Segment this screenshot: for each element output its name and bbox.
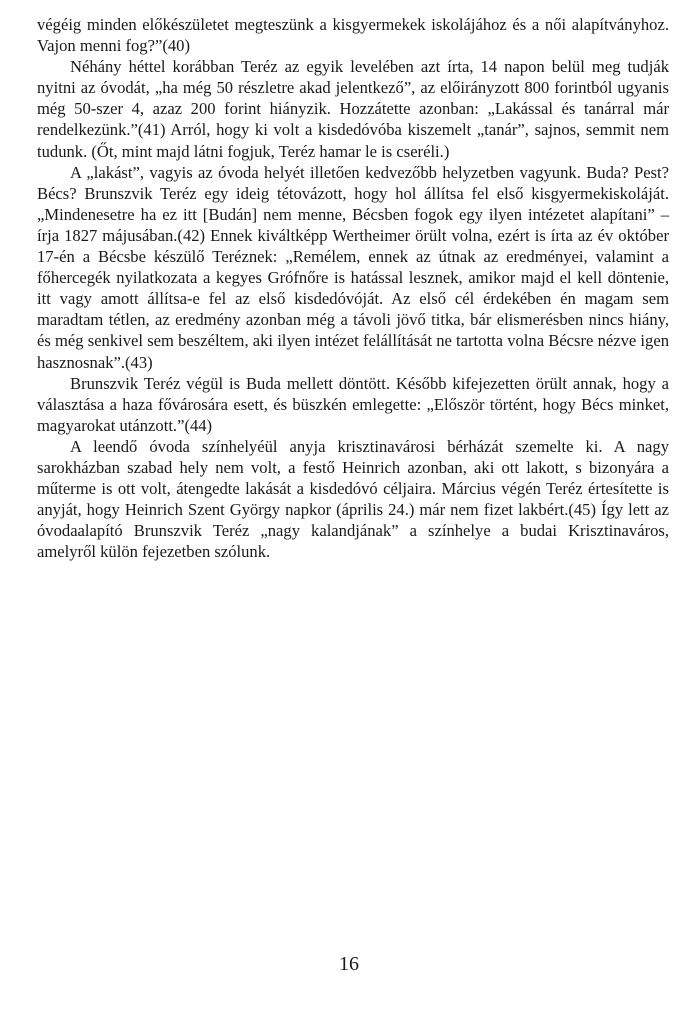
page-body bbox=[37, 14, 669, 562]
paragraph: A leendő óvoda színhelyéül anyja krisztinavárosi bérházát szemelte ki. A nagy sarokházban szabad hely nem volt, a festő Heinrich azonban, aki ott lakott, s bizonyára a műterme is ott volt, átengedte lakását a kisdedóvó céljaira. Március végén Teréz értesítette is anyját, hogy Heinrich Szent György napkor (április 24.) már nem fizet lakbért.(45) Így lett az óvodaalapító Brunszvik Teréz „nagy kalandjának” a színhelye a budai Krisztinaváros, amelyről külön fejezetben szólunk. bbox=[37, 436, 669, 562]
paragraph: Néhány héttel korábban Teréz az egyik levelében azt írta, 14 napon belül meg tudják nyitni az óvodát, „ha még 50 részletre akad jelentkező”, az előirányzott 800 forintból ugyanis még 50-szer 4, azaz 200 forint hiányzik. Hozzátette azonban: „Lakással és tanárral már rendelkezünk.”(41) Arról, hogy ki volt a kisdedóvóba kiszemelt „tanár”, sajnos, semmit nem tudunk. (Őt, mint majd látni fogjuk, Teréz hamar le is cseréli.) bbox=[37, 57, 669, 161]
paragraph: A „lakást”, vagyis az óvoda helyét illetően kedvezőbb helyzetben vagyunk. Buda? Pest? Bécs? Brunszvik Teréz egy ideig tétovázott, hogy hol állítsa fel első kisgyermekiskoláját. „Mindenesetre ha ez itt [Budán] nem menne, Bécsben fogok egy ilyen intézetet alapítani” – írja 1827 májusában.(42) Ennek kiváltképp Wertheimer örült volna, ezért is írta az év október 17-én a Bécsbe készülő Teréznek: „Remélem, ennek az útnak az eredményei, valamint a főhercegék nyilatkozata a kegyes Grófnőre is hatással lesznek, amikor majd el kell döntenie, itt vagy amott állítsa-e fel az első kisdedóvóját. Az első cél érdekében én magam sem maradtam tétlen, az eredmény azonban még a távoli jövő titka, bár elismerésben nincs hiány, és még senkivel sem beszéltem, aki ilyen intézet felállítását ne tartotta volna Bécsre nézve igen hasznosnak”.(43) bbox=[37, 162, 669, 372]
page-number: 16 bbox=[339, 953, 359, 975]
paragraph: Brunszvik Teréz végül is Buda mellett döntött. Később kifejezetten örült annak, hogy a választása a haza fővárosára esett, és büszkén emlegette: „Először történt, hogy Bécs minket, magyarokat utánzott.”(44) bbox=[37, 373, 669, 435]
paragraph: végéig minden előkészületet megteszünk a kisgyermekek iskolájához és a női alapítványhoz. Vajon menni fog?”(40) bbox=[37, 15, 669, 56]
